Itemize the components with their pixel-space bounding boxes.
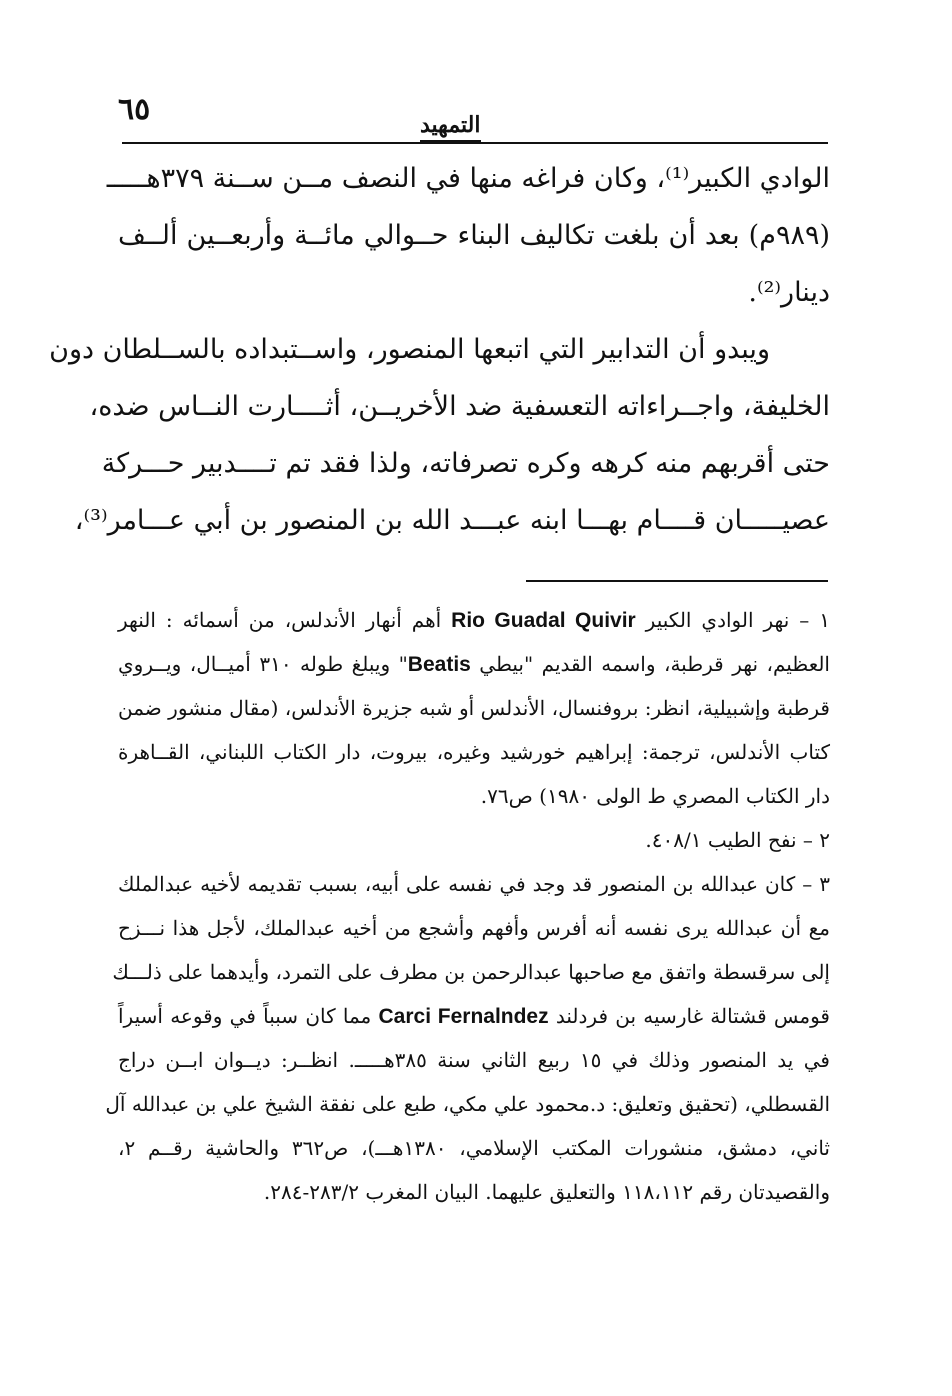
- footnote-3-text: مما كان سبباً في وقوعه أسيراً: [118, 1004, 379, 1028]
- footnote-1-line: [118, 642, 830, 686]
- footnote-3-line: مع أن عبدالله يرى نفسه أنه أفرس وأفهم وأشجع من أخيه عبدالملك، لأجل هذا نـــزح: [118, 916, 830, 940]
- footnote-2: ٢ – نفح الطيب ٤٠٨/١.: [645, 828, 830, 852]
- footnote-1-latin-term: Rio Guadal Quivir: [451, 609, 636, 632]
- footnote-3-line: إلى سرقسطة واتفق مع صاحبها عبدالرحمن بن مطرف على التمرد، وأيدهما على ذلـــك: [112, 960, 830, 984]
- footnote-1-line: [118, 598, 830, 642]
- page-number: ٦٥: [118, 92, 151, 127]
- body-line: (٩٨٩م) بعد أن بلغت تكاليف البناء حــوالي مائــة وأربعــين ألــف: [118, 220, 830, 251]
- footnote-1-text: ١ – نهر الوادي الكبير: [635, 608, 830, 632]
- footnote-1-text: العظيم، نهر قرطبة، واسمه القديم "بيطي: [470, 652, 830, 676]
- body-line: عصيـــــان قــــام بهـــا ابنه عبـــد الله بن المنصور بن أبي عـــامر⁽³⁾،: [74, 505, 830, 536]
- footnote-1-line: دار الكتاب المصري ط الولى ١٩٨٠) ص٧٦.: [480, 784, 830, 808]
- header-rule: [122, 142, 828, 144]
- footnote-3-line: ثاني، دمشق، منشورات المكتب الإسلامي، ١٣٨٠هـــ)، ص٣٦٢ والحاشية رقــم ٢،: [118, 1136, 830, 1160]
- footnote-3-latin-term: Carci Fernalndez: [378, 1005, 549, 1028]
- body-line: الوادي الكبير⁽¹⁾، وكان فراغه منها في النصف مــن ســنة ٣٧٩هـــــ: [106, 163, 830, 194]
- body-line: ويبدو أن التدابير التي اتبعها المنصور، واســتبداده بالســلطان دون: [49, 334, 770, 365]
- footnote-1-text: " ويبلغ طوله ٣١٠ أميــال، ويــروي: [118, 652, 408, 676]
- footnote-1-line: قرطبة وإشبيلية، انظر: بروفنسال، الأندلس أو شبه جزيرة الأندلس، (مقال منشور ضمن: [118, 696, 830, 720]
- body-line: حتى أقربهم منه كرهه وكره تصرفاته، ولذا فقد تم تــــدبير حـــركة: [101, 448, 830, 479]
- running-head: التمهيد: [420, 112, 481, 142]
- body-text: [49, 150, 830, 549]
- footnote-3-line: القسطلي، (تحقيق وتعليق: د.محمود علي مكي، طبع على نفقة الشيخ علي بن عبدالله آل: [105, 1092, 830, 1116]
- footnotes: [105, 598, 830, 1214]
- footnote-3-line: والقصيدتان رقم ١١٨،١١٢ والتعليق عليهما. البيان المغرب ٢٨٣/٢-٢٨٤.: [263, 1180, 830, 1204]
- footnote-3-line: في يد المنصور وذلك في ١٥ ربيع الثاني سنة ٣٨٥هـــــ. انظــر: ديــوان ابــن دراج: [118, 1048, 830, 1072]
- footnote-1-line: كتاب الأندلس، ترجمة: إبراهيم خورشيد وغيره، بيروت، دار الكتاب اللبناني، القــاهرة: [118, 740, 830, 764]
- footnote-separator: [526, 580, 828, 582]
- footnote-3-line: ٣ – كان عبدالله بن المنصور قد وجد في نفسه على أبيه، بسبب تقديمه لأخيه عبدالملك: [118, 872, 830, 896]
- footnote-1-text: أهم أنهار الأندلس، من أسمائه : النهر: [118, 608, 452, 632]
- body-line: دينار⁽²⁾.: [748, 277, 830, 308]
- footnote-3-line: [118, 994, 830, 1038]
- body-line: الخليفة، واجــراءاته التعسفية ضد الأخريــن، أثــــارت النــاس ضده،: [89, 391, 830, 422]
- footnote-3-text: قومس قشتالة غارسيه بن فردلند: [548, 1004, 830, 1028]
- footnote-1-latin-term: Beatis: [407, 653, 471, 676]
